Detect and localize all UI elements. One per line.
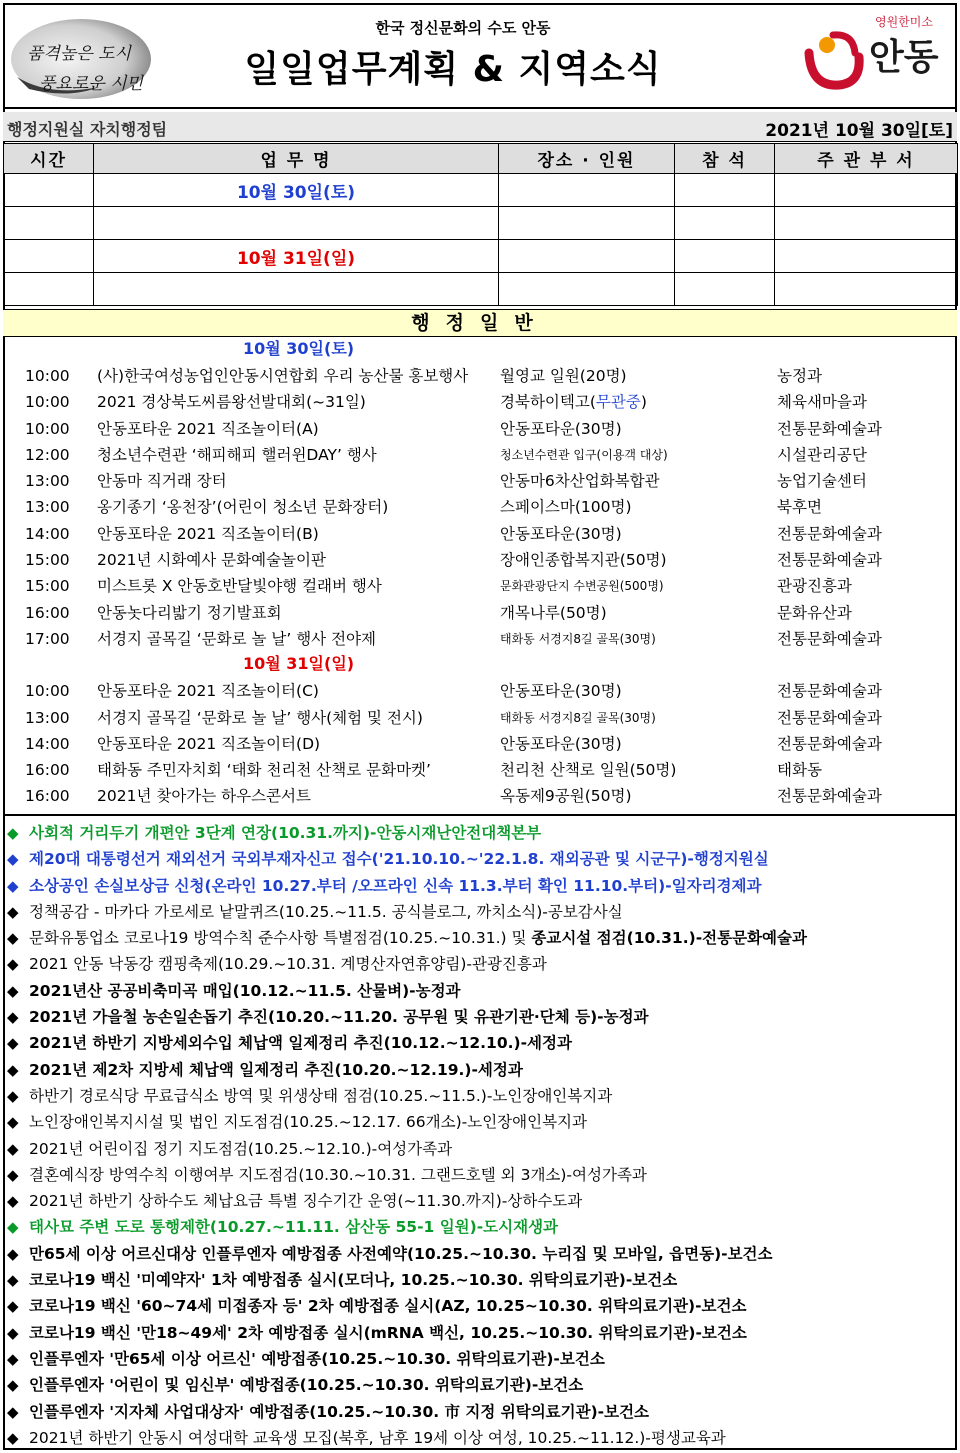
diamond-icon: ◆ xyxy=(7,1271,19,1290)
diamond-icon: ◆ xyxy=(7,1113,19,1132)
notice-item xyxy=(3,1214,957,1240)
event-title: 청소년수련관 ‘해피해피 핼러윈DAY’ 행사 xyxy=(97,445,377,464)
notice-item xyxy=(3,873,957,899)
event-venue: 안동마6차산업화복합관 xyxy=(500,472,660,491)
diamond-icon: ◆ xyxy=(7,876,19,895)
event-title: 안동놋다리밟기 정기발표회 xyxy=(97,603,282,622)
diamond-icon: ◆ xyxy=(7,1402,19,1421)
notice-text: 태사묘 주변 도로 통행제한(10.27.~11.11. 삼산동 55-1 일원)-도시재생과 xyxy=(29,1218,559,1237)
notice-item xyxy=(3,1425,957,1451)
cell-time xyxy=(4,174,94,207)
notice-item xyxy=(3,978,957,1004)
cell-task xyxy=(94,207,499,240)
diamond-icon: ◆ xyxy=(7,1086,19,1105)
notice-item xyxy=(3,1136,957,1162)
notice-text: 만65세 이상 어르신대상 인플루엔자 예방접종 사전예약(10.25.~10.30. 누리집 및 모바일, 읍면동)-보건소 xyxy=(29,1244,773,1263)
slogan-line2: 풍요로운 시민 xyxy=(39,74,143,94)
event-title: 2021년 시화예사 문화예술놀이판 xyxy=(97,551,326,570)
event-host: 농업기술센터 xyxy=(777,472,867,491)
notice-text: 2021 안동 낙동강 캠핑축제(10.29.~10.31. 계명산자연휴양림)-관광진흥과 xyxy=(29,955,547,974)
schedule-header-row xyxy=(4,144,958,174)
event-time: 14:00 xyxy=(25,734,70,753)
event-row xyxy=(3,731,957,757)
diamond-icon: ◆ xyxy=(7,981,19,1000)
notice-text: 2021년 하반기 상하수도 체납요금 특별 징수기간 운영(~11.30.까지)-상하수도과 xyxy=(29,1192,583,1211)
col-task: 업 무 명 xyxy=(94,144,499,174)
notice-text: 인플루엔자 '지자체 사업대상자' 예방접종(10.25.~10.30. 市 지정 위탁의료기관)-보건소 xyxy=(29,1402,650,1421)
event-title: 2021 경상북도씨름왕선발대회(~31일) xyxy=(97,393,366,412)
notice-text: 코로나19 백신 '만18~49세' 2차 예방접종 실시(mRNA 백신, 10.25.~10.30. 위탁의료기관)-보건소 xyxy=(29,1323,747,1342)
cell-attend xyxy=(675,240,775,273)
event-host: 태화동 xyxy=(777,761,822,780)
city-name: 안동 xyxy=(869,37,939,78)
event-title: 2021년 찾아가는 하우스콘서트 xyxy=(97,787,312,806)
notice-text: 문화유통업소 코로나19 방역수칙 준수사항 특별점검(10.25.~10.31.) 및 xyxy=(29,929,532,948)
event-row xyxy=(3,416,957,442)
event-row xyxy=(3,783,957,809)
notice-text: 2021년 어린이집 정기 지도점검(10.25.~12.10.)-여성가족과 xyxy=(29,1139,453,1158)
event-time: 15:00 xyxy=(25,551,70,570)
event-row xyxy=(3,547,957,573)
diamond-icon: ◆ xyxy=(7,1165,19,1184)
notice-text: 코로나19 백신 '미예약자' 1차 예방접종 실시(모더나, 10.25.~10.30. 위탁의료기관)-보건소 xyxy=(29,1271,678,1290)
events-list xyxy=(3,337,957,810)
notice-item xyxy=(3,951,957,977)
event-host: 전통문화예술과 xyxy=(777,524,882,543)
event-time: 10:00 xyxy=(25,419,70,438)
event-time: 16:00 xyxy=(25,787,70,806)
event-time: 16:00 xyxy=(25,761,70,780)
event-row xyxy=(3,573,957,599)
event-venue: 스페이스마(100명) xyxy=(500,498,632,517)
event-host: 체육새마을과 xyxy=(777,393,867,412)
notice-item xyxy=(3,1267,957,1293)
notice-item xyxy=(3,925,957,951)
event-venue-note: 무관중 xyxy=(595,393,641,412)
notices-list xyxy=(3,814,957,1451)
notice-text: 인플루엔자 '만65세 이상 어르신' 예방접종(10.25.~10.30. 위탁의료기관)-보건소 xyxy=(29,1349,605,1368)
event-time: 13:00 xyxy=(25,498,70,517)
event-host: 전통문화예술과 xyxy=(777,734,882,753)
header-subtitle: 한국 정신문화의 수도 안동 xyxy=(375,19,551,37)
notice-text: 2021년산 공공비축미곡 매입(10.12.~11.5. 산물벼)-농정과 xyxy=(29,981,461,1000)
cell-dept xyxy=(775,174,958,207)
cell-time xyxy=(4,273,94,306)
cell-place xyxy=(499,273,675,306)
dept-row xyxy=(3,112,957,142)
event-title: 미스트롯 X 안동호반달빛야행 컬래버 행사 xyxy=(97,577,382,596)
event-title: 서경지 골목길 ‘문화로 놀 날’ 행사 전야제 xyxy=(97,629,376,648)
event-title: 안동마 직거래 장터 xyxy=(97,472,227,491)
event-host: 문화유산과 xyxy=(777,603,852,622)
smile-logo-icon xyxy=(803,23,873,95)
table-row xyxy=(4,207,958,240)
notice-item xyxy=(3,1004,957,1030)
event-venue: 천리천 산책로 일원(50명) xyxy=(500,761,677,780)
notice-item xyxy=(3,1241,957,1267)
event-time: 10:00 xyxy=(25,367,70,385)
event-venue: 옥동제9공원(50명) xyxy=(500,787,632,806)
event-row xyxy=(3,468,957,494)
event-row xyxy=(3,521,957,547)
diamond-icon: ◆ xyxy=(7,1192,19,1211)
event-venue: 경북하이텍고(무관중) xyxy=(500,393,647,412)
diamond-icon: ◆ xyxy=(7,955,19,974)
report-date: 2021년 10월 30일[토] xyxy=(765,121,953,141)
cell-place xyxy=(499,174,675,207)
event-time: 10:00 xyxy=(25,393,70,412)
schedule-table xyxy=(3,143,958,306)
notice-item xyxy=(3,1372,957,1398)
event-host: 전통문화예술과 xyxy=(777,419,882,438)
event-time: 13:00 xyxy=(25,708,70,727)
diamond-icon: ◆ xyxy=(7,850,19,869)
diamond-icon: ◆ xyxy=(7,1376,19,1395)
event-time: 13:00 xyxy=(25,472,70,491)
notice-text: 제20대 대통령선거 재외선거 국외부재자신고 접수('21.10.10.~'22.1.8. 재외공관 및 시군구)-행정지원실 xyxy=(29,850,769,869)
event-venue: 청소년수련관 입구(이용객 대상) xyxy=(500,447,668,462)
event-venue: 문화관광단지 수변공원(500명) xyxy=(500,579,664,594)
diamond-icon: ◆ xyxy=(7,902,19,921)
event-title: 태화동 주민자치회 ‘태화 천리천 산책로 문화마켓’ xyxy=(97,761,431,780)
col-dept: 주 관 부 서 xyxy=(775,144,958,174)
notice-item xyxy=(3,820,957,846)
notice-item xyxy=(3,1320,957,1346)
event-venue: 장애인종합복지관(50명) xyxy=(500,551,667,570)
event-row xyxy=(3,705,957,731)
event-host: 전통문화예술과 xyxy=(777,682,882,701)
table-row xyxy=(4,273,958,306)
event-title: (사)한국여성농업인안동시연합회 우리 농산물 홍보행사 xyxy=(97,367,469,385)
col-place: 장소 · 인원 xyxy=(499,144,675,174)
notice-item xyxy=(3,1162,957,1188)
cell-task xyxy=(94,273,499,306)
notice-text: 노인장애인복지시설 및 법인 지도점검(10.25.~12.17. 66개소)-노인장애인복지과 xyxy=(29,1113,588,1132)
event-host: 농정과 xyxy=(777,367,822,385)
diamond-icon: ◆ xyxy=(7,1323,19,1342)
notice-item xyxy=(3,1188,957,1214)
col-attend: 참 석 xyxy=(675,144,775,174)
col-time: 시간 xyxy=(4,144,94,174)
diamond-icon: ◆ xyxy=(7,1139,19,1158)
notice-text: 인플루엔자 '어린이 및 임신부' 예방접종(10.25.~10.30. 위탁의료기관)-보건소 xyxy=(29,1376,584,1395)
notice-text: 2021년 제2차 지방세 체납액 일제정리 추진(10.20.~12.19.)-세정과 xyxy=(29,1060,523,1079)
diamond-icon: ◆ xyxy=(7,1244,19,1263)
event-day-heading: 10월 31일(일) xyxy=(243,654,355,674)
event-venue: 안동포타운(30명) xyxy=(500,734,622,753)
cell-attend xyxy=(675,174,775,207)
event-time: 16:00 xyxy=(25,603,70,622)
event-venue: 안동포타운(30명) xyxy=(500,419,622,438)
notice-text: 소상공인 손실보상금 신청(온라인 10.27.부터 /오프라인 신속 11.3.부터 확인 11.10.부터)-일자리경제과 xyxy=(29,876,762,895)
event-host: 관광진흥과 xyxy=(777,577,852,596)
event-host: 시설관리공단 xyxy=(777,445,867,464)
page-title: 일일업무계획 & 지역소식 xyxy=(244,49,662,90)
event-row xyxy=(3,494,957,520)
event-host: 전통문화예술과 xyxy=(777,708,882,727)
diamond-icon: ◆ xyxy=(7,1034,19,1053)
event-title: 안동포타운 2021 직조놀이터(D) xyxy=(97,734,321,753)
cell-dept xyxy=(775,240,958,273)
header xyxy=(3,3,957,109)
event-row xyxy=(3,442,957,468)
notice-text: 결혼예식장 방역수칙 이행여부 지도점검(10.30.~10.31. 그랜드호텔 외 3개소)-여성가족과 xyxy=(29,1165,647,1184)
cell-place xyxy=(499,207,675,240)
notice-text: 하반기 경로식당 무료급식소 방역 및 위생상태 점검(10.25.~11.5.)-노인장애인복지과 xyxy=(29,1086,613,1105)
event-row xyxy=(3,363,957,389)
event-row xyxy=(3,626,957,652)
event-title: 안동포타운 2021 직조놀이터(C) xyxy=(97,682,319,701)
notice-item xyxy=(3,1057,957,1083)
table-row xyxy=(4,174,958,207)
event-venue: 월영교 일원(20명) xyxy=(500,367,627,385)
notice-text: 2021년 하반기 지방세외수입 체납액 일제정리 추진(10.12.~12.10.)-세정과 xyxy=(29,1034,572,1053)
notice-text: 2021년 가을철 농손일손돕기 추진(10.20.~11.20. 공무원 및 유관기관·단체 등)-농정과 xyxy=(29,1008,649,1027)
slogan-badge xyxy=(9,17,159,101)
event-host: 전통문화예술과 xyxy=(777,787,882,806)
cell-dept xyxy=(775,273,958,306)
event-title: 안동포타운 2021 직조놀이터(B) xyxy=(97,524,319,543)
cell-time xyxy=(4,240,94,273)
cell-dept xyxy=(775,207,958,240)
diamond-icon: ◆ xyxy=(7,1008,19,1027)
event-row xyxy=(3,757,957,783)
diamond-icon: ◆ xyxy=(7,1297,19,1316)
event-time: 17:00 xyxy=(25,629,70,648)
event-venue: 개목나루(50명) xyxy=(500,603,607,622)
event-row xyxy=(3,389,957,415)
diamond-icon: ◆ xyxy=(7,1060,19,1079)
event-row xyxy=(3,678,957,704)
diamond-icon: ◆ xyxy=(7,929,19,948)
admin-general-bar: 행정일반 xyxy=(3,309,957,337)
notice-item xyxy=(3,1083,957,1109)
event-row xyxy=(3,600,957,626)
dept-name: 행정지원실 자치행정팀 xyxy=(7,120,168,139)
city-motto: 영원한미소 xyxy=(875,15,933,29)
diamond-icon: ◆ xyxy=(7,1428,19,1447)
event-time: 15:00 xyxy=(25,577,70,596)
event-venue: 안동포타운(30명) xyxy=(500,524,622,543)
event-time: 14:00 xyxy=(25,524,70,543)
notice-text: 2021년 하반기 안동시 여성대학 교육생 모집(북후, 남후 19세 이상 여성, 10.25.~11.12.)-평생교육과 xyxy=(29,1428,726,1447)
notice-text-bold: 종교시설 점검(10.31.)-전통문화예술과 xyxy=(531,929,807,948)
event-host: 북후면 xyxy=(777,498,822,517)
notice-item xyxy=(3,1293,957,1319)
event-host: 전통문화예술과 xyxy=(777,551,882,570)
event-venue: 안동포타운(30명) xyxy=(500,682,622,701)
event-day-heading: 10월 30일(토) xyxy=(243,339,355,358)
cell-task-day: 10월 30일(토) xyxy=(94,174,499,207)
event-time: 12:00 xyxy=(25,445,70,464)
slogan-line1: 품격높은 도시 xyxy=(27,44,131,64)
notice-item xyxy=(3,1109,957,1135)
notice-item xyxy=(3,846,957,872)
notice-text: 코로나19 백신 '60~74세 미접종자 등' 2차 예방접종 실시(AZ, 10.25~10.30. 위탁의료기관)-보건소 xyxy=(29,1297,747,1316)
notice-text: 사회적 거리두기 개편안 3단계 연장(10.31.까지)-안동시재난안전대책본부 xyxy=(29,824,542,842)
event-host: 전통문화예술과 xyxy=(777,629,882,648)
event-venue: 태화동 서경지8길 골목(30명) xyxy=(500,710,656,725)
cell-place xyxy=(499,240,675,273)
event-title: 옹기종기 ‘옹천장’(어린이 청소년 문화장터) xyxy=(97,498,389,517)
notice-item xyxy=(3,1346,957,1372)
diamond-icon: ◆ xyxy=(7,1218,19,1237)
table-row xyxy=(4,240,958,273)
cell-attend xyxy=(675,207,775,240)
event-title: 서경지 골목길 ‘문화로 놀 날’ 행사(체험 및 전시) xyxy=(97,708,423,727)
event-venue: 태화동 서경지8길 골목(30명) xyxy=(500,631,656,646)
notice-item xyxy=(3,1399,957,1425)
cell-attend xyxy=(675,273,775,306)
diamond-icon: ◆ xyxy=(7,1349,19,1368)
notice-item xyxy=(3,899,957,925)
event-time: 10:00 xyxy=(25,682,70,701)
event-title: 안동포타운 2021 직조놀이터(A) xyxy=(97,419,319,438)
cell-time xyxy=(4,207,94,240)
diamond-icon: ◆ xyxy=(7,824,19,842)
cell-task-day: 10월 31일(일) xyxy=(94,240,499,273)
notice-text: 정책공감 - 마카다 가로세로 낱말퀴즈(10.25.~11.5. 공식블로그, 까치소식)-공보감사실 xyxy=(29,902,623,921)
notice-item xyxy=(3,1030,957,1056)
